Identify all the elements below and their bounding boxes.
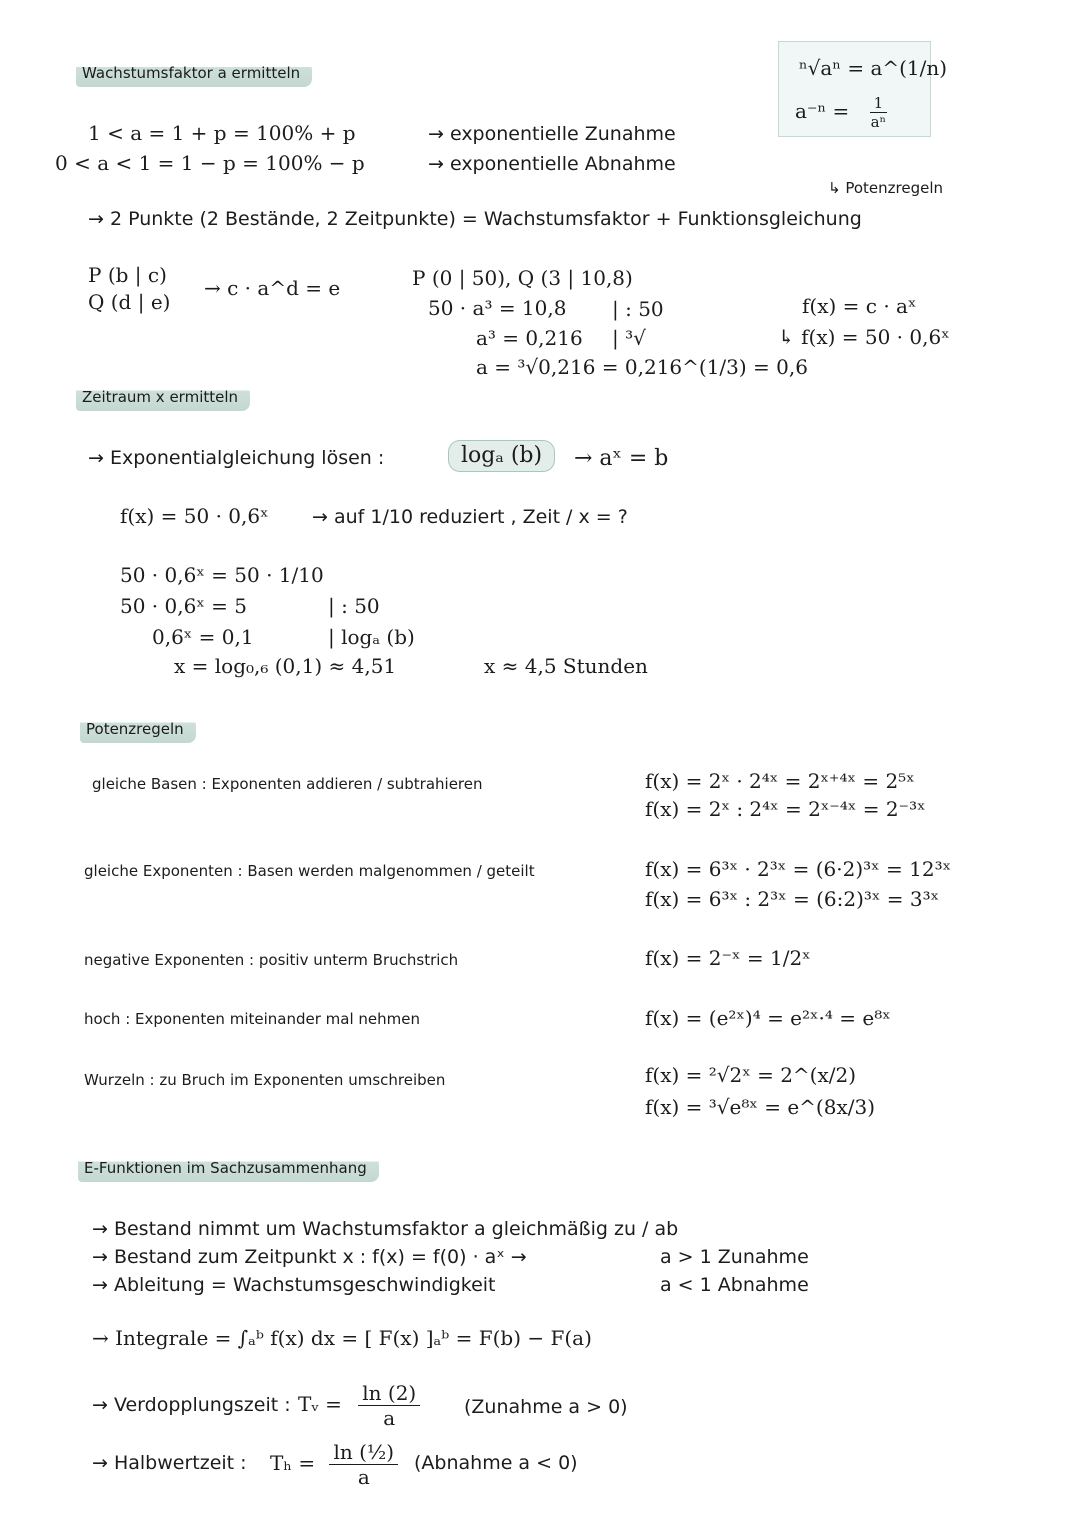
points-equation: → c · a^d = e	[204, 276, 341, 300]
rule-same-exponent-formula-1: f(x) = 6³ˣ · 2³ˣ = (6·2)³ˣ = 12³ˣ	[645, 857, 952, 881]
rule-power-of-power-label: hoch : Exponenten miteinander mal nehmen	[84, 1010, 420, 1028]
bullet-bestand-zeitpunkt: → Bestand zum Zeitpunkt x : f(x) = f(0) · aˣ →	[92, 1246, 527, 1268]
example-step-1: 50 · a³ = 10,8	[428, 296, 567, 320]
solve-step-3: 0,6ˣ = 0,1	[152, 625, 254, 649]
result-function: ↳ f(x) = 50 · 0,6ˣ	[778, 325, 950, 349]
rule-negative-exponent-label: negative Exponenten : positiv unterm Bruchstrich	[84, 951, 459, 969]
halbwertzeit-label: → Halbwertzeit :	[92, 1452, 247, 1474]
log-highlight: logₐ (b)	[448, 440, 555, 472]
growth-result: → exponentielle Zunahme	[428, 123, 676, 145]
rule-same-base-formula-1: f(x) = 2ˣ · 2⁴ˣ = 2ˣ⁺⁴ˣ = 2⁵ˣ	[645, 769, 915, 793]
zeitraum-question: → auf 1/10 reduziert , Zeit / x = ?	[312, 506, 628, 528]
abnahme-condition: a < 1 Abnahme	[660, 1274, 809, 1296]
section-heading-zeitraum: Zeitraum x ermitteln	[76, 384, 250, 411]
example-step-1-op: | : 50	[612, 297, 664, 321]
verdopplungszeit-lhs: Tᵥ =	[298, 1392, 342, 1416]
two-points-line: → 2 Punkte (2 Bestände, 2 Zeitpunkte) = Wachstumsfaktor + Funktionsgleichung	[88, 208, 862, 230]
halbwertzeit-formula	[270, 1440, 398, 1489]
example-step-2-op: | ³√	[612, 326, 646, 350]
negative-rule-fraction	[870, 94, 888, 131]
general-function: f(x) = c · aˣ	[802, 294, 917, 318]
section-heading-e-funktionen: E-Funktionen im Sachzusammenhang	[78, 1155, 379, 1182]
solve-answer: x ≈ 4,5 Stunden	[484, 654, 648, 678]
bullet-ableitung: → Ableitung = Wachstumsgeschwindigkeit	[92, 1274, 496, 1296]
rule-negative-exponent-formula: f(x) = 2⁻ˣ = 1/2ˣ	[645, 946, 811, 970]
potenzregeln-note: ↳ Potenzregeln	[828, 179, 944, 197]
verdopplungszeit-num: ln (2)	[358, 1381, 420, 1406]
rule-roots-label: Wurzeln : zu Bruch im Exponenten umschreiben	[84, 1071, 446, 1089]
solve-step-2-op: | : 50	[328, 594, 380, 618]
integral-formula: → Integrale = ∫ₐᵇ f(x) dx = [ F(x) ]ₐᵇ = F(b) − F(a)	[92, 1326, 592, 1350]
zunahme-condition: a > 1 Zunahme	[660, 1246, 809, 1268]
rule-same-base-label: gleiche Basen : Exponenten addieren / subtrahieren	[92, 775, 483, 793]
exponential-equation-end: → aˣ = b	[574, 446, 669, 471]
section-heading-wachstumsfaktor: Wachstumsfaktor a ermitteln	[76, 60, 312, 87]
power-rules-box	[778, 41, 948, 137]
root-rule: ⁿ√aⁿ = a^(1/n)	[799, 56, 948, 80]
halbwertzeit-lhs: Tₕ =	[270, 1451, 316, 1475]
exponential-equation-intro: → Exponentialgleichung lösen :	[88, 447, 385, 469]
point-p: P (b | c)	[88, 263, 167, 287]
verdopplungszeit-den: a	[383, 1406, 396, 1430]
verdopplungszeit-formula	[298, 1381, 420, 1430]
rule-power-of-power-formula: f(x) = (e²ˣ)⁴ = e²ˣ·⁴ = e⁸ˣ	[645, 1006, 891, 1030]
point-q: Q (d | e)	[88, 290, 171, 314]
growth-condition-line: 1 < a = 1 + p = 100% + p	[88, 121, 356, 145]
halbwertzeit-fraction	[329, 1440, 398, 1489]
decay-condition-line: 0 < a < 1 = 1 − p = 100% − p	[55, 151, 365, 175]
example-step-3: a = ³√0,216 = 0,216^(1/3) = 0,6	[476, 355, 808, 379]
example-points: P (0 | 50), Q (3 | 10,8)	[412, 266, 633, 290]
bullet-bestand-wachstum: → Bestand nimmt um Wachstumsfaktor a gleichmäßig zu / ab	[92, 1218, 679, 1240]
rule-same-exponent-formula-2: f(x) = 6³ˣ : 2³ˣ = (6:2)³ˣ = 3³ˣ	[645, 887, 940, 911]
example-step-2: a³ = 0,216	[476, 326, 583, 350]
rule-roots-formula-1: f(x) = ²√2ˣ = 2^(x/2)	[645, 1063, 857, 1087]
decay-result: → exponentielle Abnahme	[428, 153, 676, 175]
solve-step-3-op: | logₐ (b)	[328, 625, 415, 649]
halbwertzeit-num: ln (½)	[329, 1440, 398, 1465]
negative-rule-den: aⁿ	[870, 113, 887, 131]
verdopplungszeit-note: (Zunahme a > 0)	[464, 1396, 628, 1418]
verdopplungszeit-fraction	[358, 1381, 420, 1430]
zeitraum-function: f(x) = 50 · 0,6ˣ	[120, 504, 269, 528]
verdopplungszeit-label: → Verdopplungszeit :	[92, 1394, 291, 1416]
section-heading-potenzregeln: Potenzregeln	[80, 716, 196, 743]
solve-step-2: 50 · 0,6ˣ = 5	[120, 594, 248, 618]
rule-same-base-formula-2: f(x) = 2ˣ : 2⁴ˣ = 2ˣ⁻⁴ˣ = 2⁻³ˣ	[645, 797, 926, 821]
negative-rule-left: a⁻ⁿ =	[795, 99, 850, 123]
rule-same-exponent-label: gleiche Exponenten : Basen werden malgenommen / geteilt	[84, 862, 535, 880]
negative-exponent-rule	[795, 94, 887, 131]
solve-step-1: 50 · 0,6ˣ = 50 · 1/10	[120, 563, 324, 587]
rule-roots-formula-2: f(x) = ³√e⁸ˣ = e^(8x/3)	[645, 1095, 875, 1119]
halbwertzeit-den: a	[357, 1465, 370, 1489]
negative-rule-num: 1	[870, 94, 888, 113]
halbwertzeit-note: (Abnahme a < 0)	[414, 1452, 578, 1474]
solve-step-4: x = log₀,₆ (0,1) ≈ 4,51	[174, 654, 397, 678]
